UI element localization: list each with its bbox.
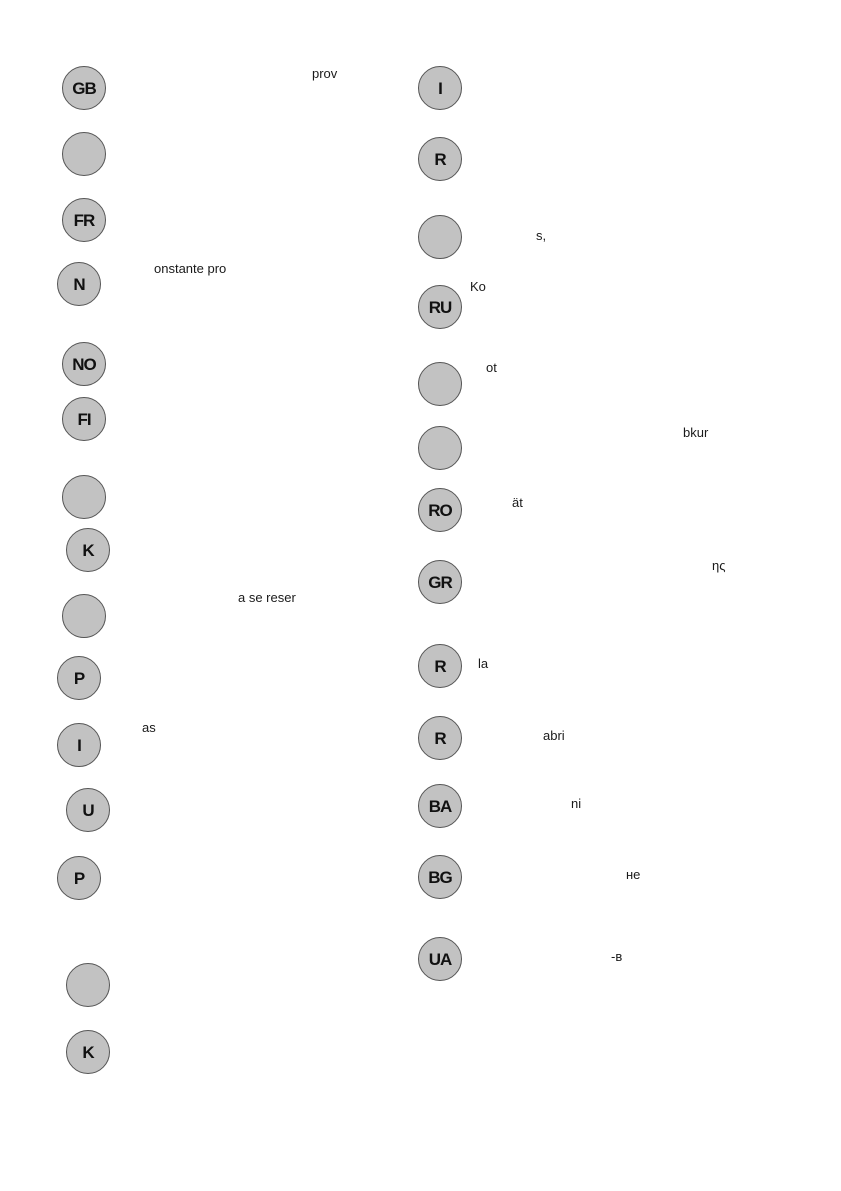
country-badge-fr: FR <box>62 198 106 242</box>
text-fragment-ba: ni <box>571 796 582 811</box>
country-badge-ru: RU <box>418 285 462 329</box>
country-badge-p: P <box>57 656 101 700</box>
text-fragment-i: as <box>142 720 156 735</box>
country-badge-fi: FI <box>62 397 106 441</box>
country-badge-blank <box>62 594 106 638</box>
country-badge-p: P <box>57 856 101 900</box>
text-fragment-blank: ot <box>486 360 497 375</box>
country-badge-n: N <box>57 262 101 306</box>
country-badge-blank <box>418 426 462 470</box>
country-badge-r: R <box>418 137 462 181</box>
country-badge-k: K <box>66 1030 110 1074</box>
text-fragment-ro: ät <box>512 495 523 510</box>
text-fragment-ua: -в <box>611 949 623 964</box>
text-fragment-n: onstante pro <box>154 261 227 276</box>
text-fragment-gb: prov <box>312 66 338 81</box>
text-fragment-gr: ης <box>712 558 726 573</box>
country-badge-ba: BA <box>418 784 462 828</box>
country-badge-r: R <box>418 644 462 688</box>
country-badge-r: R <box>418 716 462 760</box>
text-fragment-r: abri <box>543 728 565 743</box>
country-badge-u: U <box>66 788 110 832</box>
text-fragment-blank: s, <box>536 228 547 243</box>
country-badge-blank <box>66 963 110 1007</box>
country-badge-i: I <box>418 66 462 110</box>
country-badge-blank <box>418 215 462 259</box>
country-badge-gr: GR <box>418 560 462 604</box>
country-badge-blank <box>62 475 106 519</box>
country-badge-ro: RO <box>418 488 462 532</box>
text-fragment-blank: bkur <box>683 425 709 440</box>
text-fragment-ru: Ko <box>470 279 486 294</box>
text-fragment-bg: не <box>626 867 641 882</box>
text-fragment-blank: a se reser <box>238 590 296 605</box>
country-badge-i: I <box>57 723 101 767</box>
country-badge-ua: UA <box>418 937 462 981</box>
country-badge-blank <box>62 132 106 176</box>
country-badge-bg: BG <box>418 855 462 899</box>
country-badge-k: K <box>66 528 110 572</box>
text-fragment-r: la <box>478 656 489 671</box>
country-badge-no: NO <box>62 342 106 386</box>
country-badge-gb: GB <box>62 66 106 110</box>
country-badge-blank <box>418 362 462 406</box>
